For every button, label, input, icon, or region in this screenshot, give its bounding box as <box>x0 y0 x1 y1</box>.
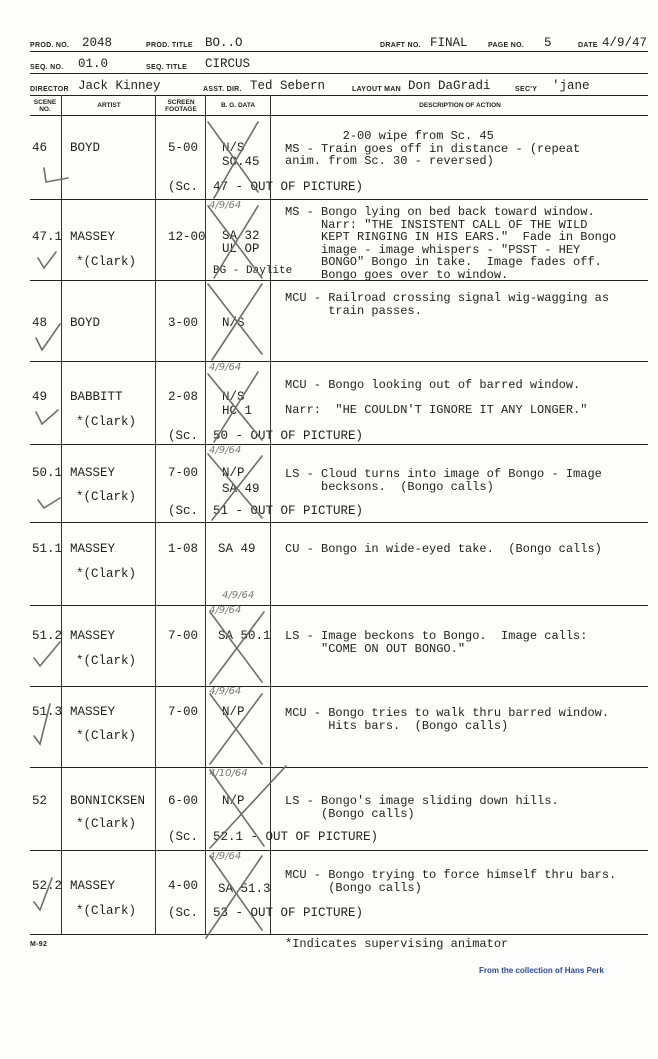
check-mark <box>36 324 60 350</box>
seq-no-label: SEQ. NO. <box>30 64 64 71</box>
asst-dir-value: Ted Sebern <box>250 79 326 93</box>
out-of-picture-note: (Sc. 47 - OUT OF PICTURE) <box>168 180 364 194</box>
director-value: Jack Kinney <box>78 79 161 93</box>
artist-name: MASSEY <box>70 542 116 556</box>
prod-title-value: BO..O <box>205 36 243 50</box>
bg-data-line: HC 1 <box>222 404 253 418</box>
bg-data-line: N/P <box>222 705 245 719</box>
col-description: DESCRIPTION OF ACTION <box>419 102 501 109</box>
scene-number: 52 <box>32 794 48 808</box>
bg-data-line: N/S <box>222 141 245 155</box>
out-of-picture-note: (Sc. 53 - OUT OF PICTURE) <box>168 906 364 920</box>
screen-footage: 6-00 <box>168 794 199 808</box>
scene-number: 51.2 <box>32 629 63 643</box>
action-description: LS - Cloud turns into image of Bongo - Image becksons. (Bongo calls) <box>285 467 602 494</box>
layout-man-value: Don DaGradi <box>408 79 491 93</box>
action-description: LS - Bongo's image sliding down hills. (Bongo calls) <box>285 794 559 821</box>
date-label: DATE <box>578 42 598 49</box>
cross-out-mark <box>208 122 258 198</box>
screen-footage: 2-08 <box>168 390 199 404</box>
col-screen-footage: SCREEN FOOTAGE <box>165 99 197 113</box>
out-of-picture-note: (Sc. 50 - OUT OF PICTURE) <box>168 429 364 443</box>
artist-name: BONNICKSEN <box>70 794 146 808</box>
layout-man-label: LAYOUT MAN <box>352 86 402 93</box>
action-description: MCU - Bongo tries to walk thru barred window. Hits bars. (Bongo calls) <box>285 706 610 733</box>
supervising-animator: *(Clark) <box>76 654 137 668</box>
cross-out-mark <box>208 284 262 360</box>
approval-date-stamp: 4/10/64 <box>209 768 248 779</box>
date-value: 4/9/47 <box>602 36 648 50</box>
cross-out-mark <box>210 694 262 764</box>
seq-no-value: 01.0 <box>78 57 109 71</box>
scene-number: 51.3 <box>32 705 63 719</box>
artist-name: MASSEY <box>70 230 116 244</box>
artist-name: BABBITT <box>70 390 123 404</box>
action-description: MCU - Railroad crossing signal wig-wagging as train passes. <box>285 291 610 318</box>
bg-data-line: BG - Daylite <box>213 265 293 277</box>
supervising-animator: *(Clark) <box>76 904 137 918</box>
artist-name: MASSEY <box>70 629 116 643</box>
cross-out-mark <box>206 856 262 938</box>
supervising-animator: *(Clark) <box>76 490 137 504</box>
col-scene-no: SCENE NO. <box>33 99 57 113</box>
screen-footage: 7-00 <box>168 466 199 480</box>
scene-number: 48 <box>32 316 48 330</box>
cross-out-mark <box>208 372 262 442</box>
action-description: 2-00 wipe from Sc. 45 MS - Train goes off in distance - (repeat anim. from Sc. 30 - reversed) <box>285 129 581 168</box>
bg-data-line: N/P <box>222 466 245 480</box>
bg-data-line: SC.45 <box>222 155 260 169</box>
secy-value: 'jane <box>552 79 590 93</box>
screen-footage: 4-00 <box>168 879 199 893</box>
bg-data-line: N/S <box>222 316 245 330</box>
action-description: MS - Bongo lying on bed back toward window. Narr: "THE INSISTENT CALL OF THE WILD KEPT RINGING IN HIS EARS." Fade in Bongo image - image whispers - "PSST - HEY BONGO" Bongo in take. Image fades off. Bongo goes over to window. <box>285 205 617 282</box>
supervising-animator: *(Clark) <box>76 729 137 743</box>
collection-credit: From the collection of Hans Perk <box>479 966 604 975</box>
bg-data-line: SA 32 <box>222 229 260 243</box>
out-of-picture-note: (Sc. 52.1 - OUT OF PICTURE) <box>168 830 379 844</box>
bg-data-line: SA 49 <box>222 482 260 496</box>
draft-no-label: DRAFT NO. <box>380 42 421 49</box>
seq-title-value: CIRCUS <box>205 57 251 71</box>
bg-data-line: SA 50.1 <box>218 629 271 643</box>
approval-date-stamp: 4/9/64 <box>209 605 242 616</box>
col-bg-data: B. G. DATA <box>220 102 256 109</box>
cross-out-mark <box>210 612 264 684</box>
bg-data-line: SA 51.3 <box>218 882 271 896</box>
supervising-animator: *(Clark) <box>76 567 137 581</box>
page-no-label: PAGE NO. <box>488 42 525 49</box>
bg-data-line: SA 49 <box>218 542 256 556</box>
artist-name: BOYD <box>70 316 101 330</box>
check-mark <box>36 410 58 424</box>
cross-out-mark <box>208 454 262 520</box>
bg-data-line: UL OP <box>222 242 260 256</box>
action-description: CU - Bongo in wide-eyed take. (Bongo calls) <box>285 542 602 556</box>
screen-footage: 5-00 <box>168 141 199 155</box>
bg-data-line: N/S <box>222 390 245 404</box>
secy-label: SEC'Y <box>515 86 538 93</box>
scene-number: 51.1 <box>32 542 63 556</box>
draft-no-value: FINAL <box>430 36 468 50</box>
approval-date-stamp: 4/9/64 <box>209 445 242 456</box>
approval-date-stamp: 4/9/64 <box>222 590 255 601</box>
check-mark <box>34 642 60 666</box>
director-label: DIRECTOR <box>30 86 69 93</box>
check-mark <box>34 878 52 910</box>
check-mark <box>34 704 50 744</box>
prod-title-label: PROD. TITLE <box>146 42 193 49</box>
artist-name: MASSEY <box>70 705 116 719</box>
artist-name: BOYD <box>70 141 101 155</box>
supervising-animator: *(Clark) <box>76 415 137 429</box>
scene-number: 47.1 <box>32 230 63 244</box>
prod-no-label: PROD. NO. <box>30 42 70 49</box>
out-of-picture-note: (Sc. 51 - OUT OF PICTURE) <box>168 504 364 518</box>
page-no-value: 5 <box>544 36 552 50</box>
scene-number: 49 <box>32 390 48 404</box>
screen-footage: 7-00 <box>168 705 199 719</box>
check-mark <box>38 498 60 508</box>
cross-out-mark <box>210 766 286 848</box>
asst-dir-label: ASST. DIR. <box>203 86 242 93</box>
artist-name: MASSEY <box>70 879 116 893</box>
scene-number: 46 <box>32 141 48 155</box>
scene-number: 52.2 <box>32 879 63 893</box>
prod-no-value: 2048 <box>82 36 113 50</box>
artist-name: MASSEY <box>70 466 116 480</box>
screen-footage: 1-08 <box>168 542 199 556</box>
bg-data-line: N/P <box>222 794 245 808</box>
approval-date-stamp: 4/9/64 <box>209 200 242 211</box>
action-description: LS - Image beckons to Bongo. Image calls: "COME ON OUT BONGO." <box>285 629 588 656</box>
cross-out-mark <box>208 206 262 278</box>
screen-footage: 7-00 <box>168 629 199 643</box>
approval-date-stamp: 4/9/64 <box>209 686 242 697</box>
seq-title-label: SEQ. TITLE <box>146 64 188 71</box>
check-mark <box>44 168 68 182</box>
supervising-animator: *(Clark) <box>76 255 137 269</box>
check-mark <box>38 252 56 268</box>
footer-note: *Indicates supervising animator <box>285 937 509 951</box>
screen-footage: 12-00 <box>168 230 206 244</box>
scene-number: 50.1 <box>32 466 63 480</box>
approval-date-stamp: 4/9/64 <box>209 362 242 373</box>
supervising-animator: *(Clark) <box>76 817 137 831</box>
col-artist: ARTIST <box>97 102 121 109</box>
approval-date-stamp: 4/9/64 <box>209 851 242 862</box>
action-description: MCU - Bongo looking out of barred window. Narr: "HE COULDN'T IGNORE IT ANY LONGER." <box>285 378 588 417</box>
screen-footage: 3-00 <box>168 316 199 330</box>
form-number: M-92 <box>30 941 48 948</box>
action-description: MCU - Bongo trying to force himself thru bars. (Bongo calls) <box>285 868 617 895</box>
